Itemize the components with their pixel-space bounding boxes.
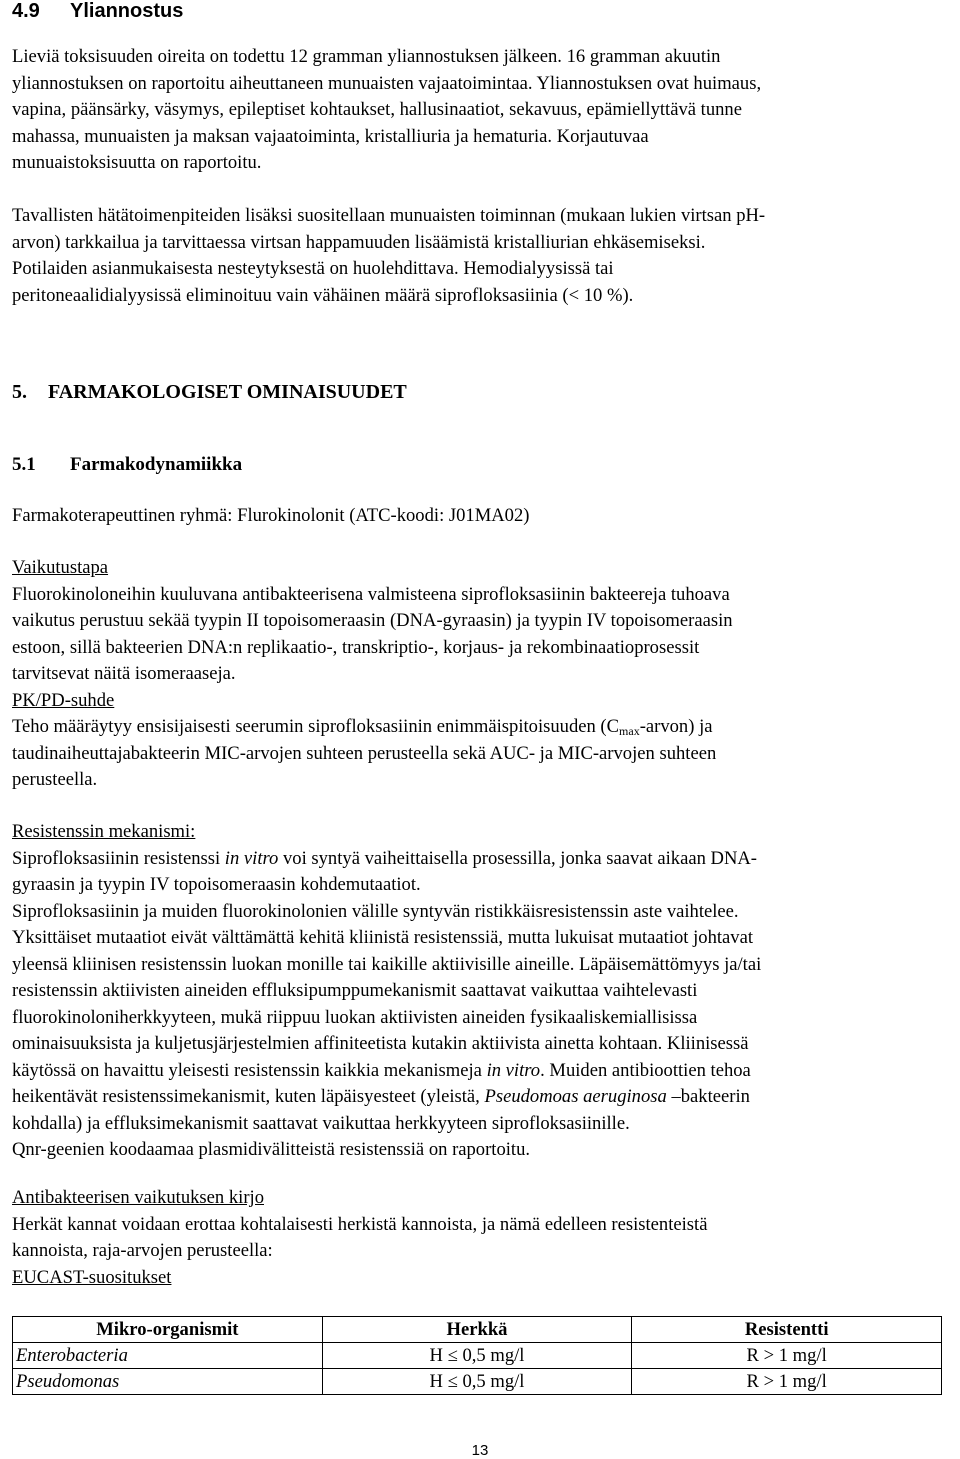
table-header: Mikro-organismit: [13, 1317, 323, 1343]
page-number: 13: [471, 1442, 489, 1459]
table-header-row: [13, 1317, 942, 1343]
pharmacotherapeutic-group: Farmakoterapeuttinen ryhmä: Flurokinolonit (ATC-koodi: J01MA02): [12, 505, 530, 526]
section-number: 4.9: [12, 0, 40, 22]
breakpoint-table: [12, 1316, 942, 1395]
section-number: 5.1: [12, 454, 36, 475]
table-cell-organism: Enterobacteria: [13, 1343, 323, 1369]
table-row: [13, 1369, 942, 1395]
spectrum-heading: Antibakteerisen vaikutuksen kirjo: [12, 1187, 264, 1208]
resistance-section: Resistenssin mekanismi: Siprofloksasiinin resistenssi in vitro voi syntyä vaiheittaisella prosessilla, jonka saavat aikaan DNA- gyraasin ja tyypin IV topoisomeraasin kohdemutaatiot. Siprofloksasiinin ja muiden fluorokinolonien välille syntyvän ristikkäisresistenssin aste vaihtelee. Yksittäiset mutaatiot eivät välttämättä kehitä kliinistä resistenssiä, mutta lukuisat mutaatiot johtavat yleensä kliinisen resistenssin luokan monille tai kaikille aktiivisille aineille. Läpäisemättömyys ja/tai resistenssin aktiivisten aineiden effluksipumppumekanismit saattavat vaikuttaa vaihtelevasti fluorokinoloniherkkyyteen, mukä riippuu luokan aktiivisten aineiden fysikaaliskemiallisissa ominaisuuksista ja kuljetusjärjestelmien affiniteetista kutakin aktiivista ainetta kohtaan. Kliinisessä käytössä on havaittu yleisesti resistenssin kaikkia mekanismeja in vitro. Muiden antibioottien tehoa heikentävät resistenssimekanismit, kuten läpäisyesteet (yleistä, Pseudomoas aeruginosa –bakteerin kohdalla) ja effluksimekanismit saattavat vaikuttaa herkkyyteen siprofloksasiinille. Qnr-geenien koodaamaa plasmidivälitteistä resistenssiä on raportoitu.: [12, 819, 942, 1164]
resistance-heading: Resistenssin mekanismi:: [12, 821, 196, 842]
table-cell-susceptible: H ≤ 0,5 mg/l: [322, 1369, 632, 1395]
section-title: FARMAKOLOGISET OMINAISUUDET: [48, 381, 407, 403]
mechanism-heading: Vaikutustapa: [12, 557, 109, 578]
section-5-1-heading: [12, 454, 242, 476]
section-title: Farmakodynamiikka: [70, 454, 243, 475]
table-header: Herkkä: [322, 1317, 632, 1343]
section-title: Yliannostus: [70, 0, 184, 22]
table-cell-susceptible: H ≤ 0,5 mg/l: [322, 1343, 632, 1369]
table-cell-resistant: R > 1 mg/l: [632, 1369, 942, 1395]
table-cell-resistant: R > 1 mg/l: [632, 1343, 942, 1369]
section-4-9-heading: [12, 0, 183, 23]
section-number: 5.: [12, 381, 27, 403]
table-header: Resistentti: [632, 1317, 942, 1343]
overdose-paragraph-2: Tavallisten hätätoimenpiteiden lisäksi suositellaan munuaisten toiminnan (mukaan lukien virtsan pH- arvon) tarkkailua ja tarvittaessa virtsan happamuuden lisäämistä kristalliurian ehkäsemiseksi. Potilaiden asianmukaisesta nesteytyksestä on huolehdittava. Hemodialyysissä tai peritoneaalidialyysissä eliminoituu vain vähäinen määrä siprofloksasiinia (< 10 %).: [12, 205, 766, 306]
pkpd-heading: PK/PD-suhde: [12, 689, 115, 711]
pkpd-line-1: Teho määräytyy ensisijaisesti seerumin siprofloksasiinin enimmäispitoisuuden $(C_{max}-arvon)$ ja: [12, 716, 713, 738]
spectrum-section: Antibakteerisen vaikutuksen kirjo Herkät kannat voidaan erottaa kohtalaisesti herkistä kannoista, ja nämä edelleen resistenteistä kannoista, raja-arvojen perusteella: EUCAST-suositukset: [12, 1185, 942, 1291]
table-row: [13, 1343, 942, 1369]
mechanism-section: Vaikutustapa Fluorokinoloneihin kuuluvana antibakteerisena valmisteena siprofloksasiinin bakteereja tuhoava vaikutus perustuu sekää tyypin II topoisomeraasin (DNA-gyraasin) ja tyypin IV topoisomeraasin estoon, sillä bakteerien DNA:n replikaatio-, transkriptio-, korjaus- ja rekombinaatioprosessit tarvitsevat näitä isomeraaseja. PK/PD-suhde Teho määräytyy ensisijaisesti seerumin siprofloksasiinin enimmäispitoisuuden $(C_{max}-arvon)$ ja taudinaiheuttajabakteerin MIC-arvojen suhteen perusteella sekä AUC- ja MIC-arvojen suhteen perusteella.: [12, 555, 942, 794]
section-5-heading: [12, 381, 407, 404]
overdose-paragraph-1: Lieviä toksisuuden oireita on todettu 12 gramman yliannostuksen jälkeen. 16 gramman akuutin yliannostuksen on raportoitu aiheuttaneen munuaisten vajaatoimintaa. Yliannostuksen ovat huimaus, vapina, päänsärky, väsymys, epileptiset kohtaukset, hallusinaatiot, sekavuus, epämiellyttävä tunne mahassa, munuaisten ja maksan vajaatoiminta, kristalliuria ja hematuria. Korjautuvaa munuaistoksisuutta on raportoitu.: [12, 46, 762, 173]
table-cell-organism: Pseudomonas: [13, 1369, 323, 1395]
eucast-heading: EUCAST-suositukset: [12, 1266, 172, 1288]
